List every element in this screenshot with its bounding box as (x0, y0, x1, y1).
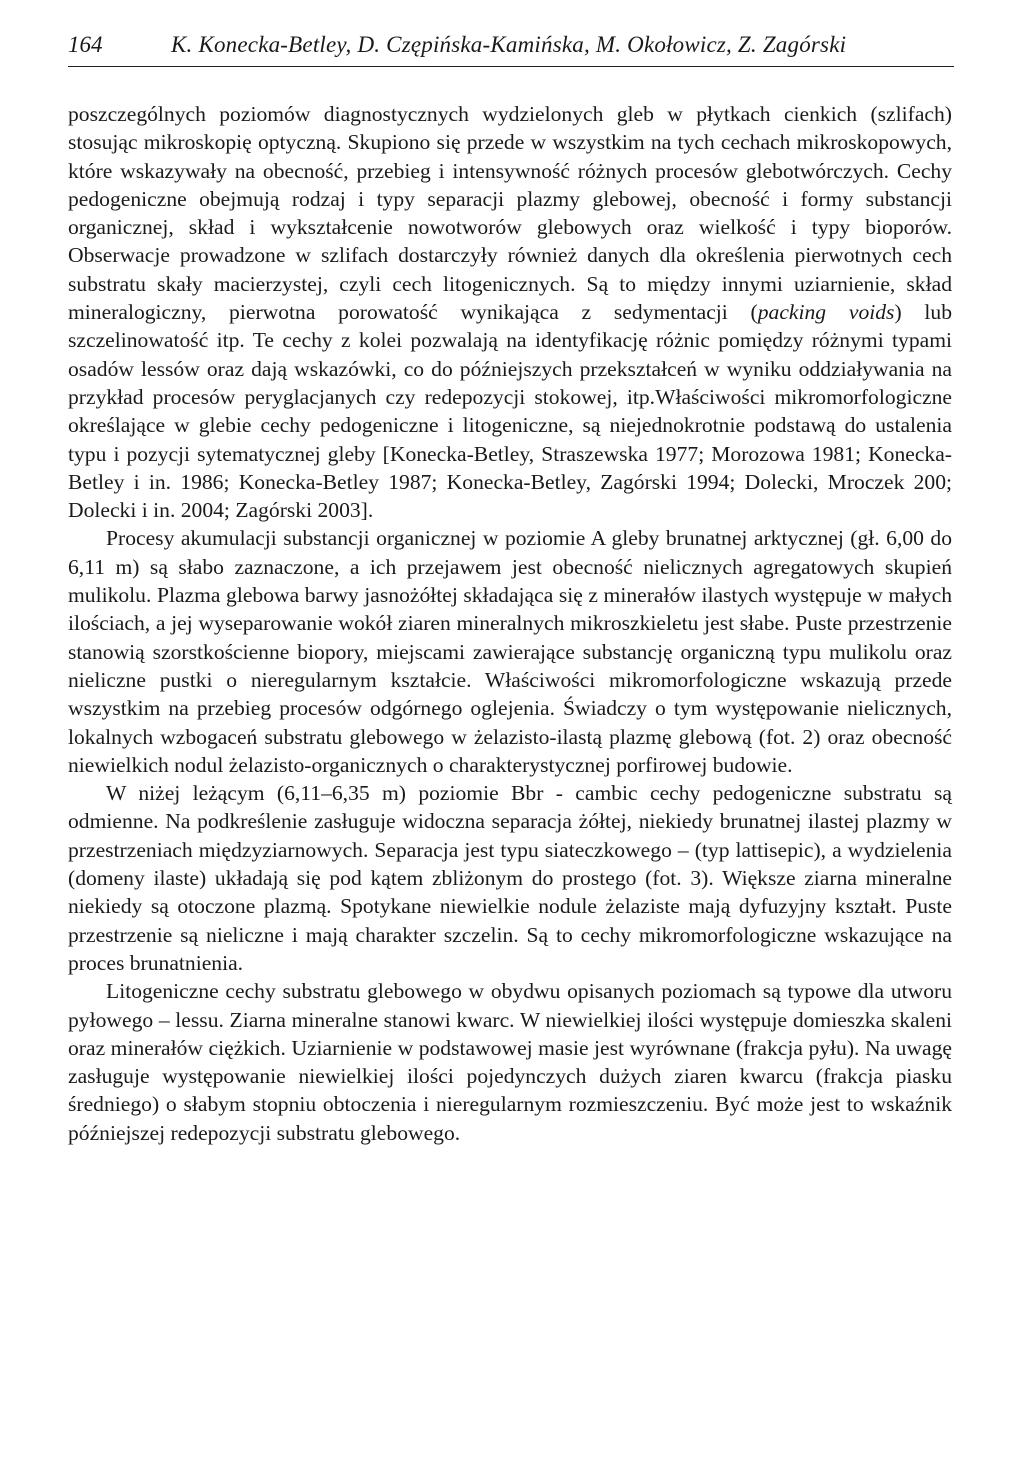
paragraph-2: Procesy akumulacji substancji organicznej w poziomie A gleby brunatnej arktycznej (gł. 6,00 do 6,11 m) są słabo zaznaczone, a ich przejawem jest obecność nielicznych agregatowych skupień mulikolu. Plazma glebowa barwy jasnożółtej składająca się z minerałów ilastych występuje w małych ilościach, a jej wyseparowanie wokół ziaren mineralnych mikroszkieletu jest słabe. Puste przestrzenie stanowią szorstkościenne biopory, miejscami zawierające substancję organiczną typu mulikolu oraz nieliczne pustki o nieregularnym kształcie. Właściwości mikromorfologiczne wskazują przede wszystkim na przebieg procesów odgórnego oglejenia. Świadczy o tym występowanie nielicznych, lokalnych wzbogaceń substratu glebowego w żelazisto-ilastą plazmę glebową (fot. 2) oraz obecność niewielkich nodul żelazisto-organicznych o charakterystycznej porfirowej budowie. (68, 526, 952, 777)
paragraph-4: Litogeniczne cechy substratu glebowego w obydwu opisanych poziomach są typowe dla utworu pyłowego – lessu. Ziarna mineralne stanowi kwarc. W niewielkiej ilości występuje domieszka skaleni oraz minerałów ciężkich. Uziarnienie w podstawowej masie jest wyrównane (frakcja pyłu). Na uwagę zasługuje występowanie niewielkiej ilości pojedynczych dużych ziaren kwarcu (frakcja piasku średniego) o słabym stopniu obtoczenia i nieregularnym rozmieszczeniu. Być może jest to wskaźnik późniejszej redepozycji substratu glebowego. (68, 979, 952, 1145)
running-head-authors: K. Konecka-Betley, D. Czępińska-Kamińska, M. Okołowicz, Z. Zagórski (171, 32, 847, 57)
article-body (68, 100, 952, 1147)
paragraph-1-text-b: ) lub szczelinowatość itp. Te cechy z kolei pozwalają na identyfikację różnic pomiędzy różnymi typami osadów lessów oraz dają wskazówki, co do późniejszych przekształceń w wyniku oddziaływania na przykład procesów peryglacjanych czy redepozycji stokowej, itp.Właściwości mikromorfologiczne określające w glebie cechy pedogeniczne i litogeniczne, są niejednokrotnie podstawą do ustalenia typu i pozycji sytematycznej gleby [Konecka-Betley, Straszewska 1977; Morozowa 1981; Konecka-Betley i in. 1986; Konecka-Betley 1987; Konecka-Betley, Zagórski 1994; Dolecki, Mroczek 200; Dolecki i in. 2004; Zagórski 2003]. (68, 300, 952, 523)
paragraph-3: W niżej leżącym (6,11–6,35 m) poziomie Bbr - cambic cechy pedogeniczne substratu są odmienne. Na podkreślenie zasługuje widoczna separacja żółtej, niekiedy brunatnej ilastej plazmy w przestrzeniach międzyziarnowych. Separacja jest typu siateczkowego – (typ lattisepic), a wydzielenia (domeny ilaste) układają się pod kątem zbliżonym do prostego (fot. 3). Większe ziarna mineralne niekiedy są otoczone plazmą. Spotykane niewielkie nodule żelaziste mają dyfuzyjny kształt. Puste przestrzenie są nieliczne i mają charakter szczelin. Są to cechy mikromorfologiczne wskazujące na proces brunatnienia. (68, 781, 952, 975)
page-number: 164 (68, 32, 103, 57)
paragraph-1 (68, 100, 952, 524)
paragraph-1-text-a: poszczególnych poziomów diagnostycznych wydzielonych gleb w płytkach cienkich (szlifach) stosując mikroskopię optyczną. Skupiono się przede w wszystkim na tych cechach mikroskopowych, które wskazywały na obecność, przebieg i intensywność różnych procesów glebotwórczych. Cechy pedogeniczne obejmują rodzaj i typy separacji plazmy glebowej, obecność i formy substancji organicznej, skład i wykształcenie nowotworów glebowych oraz wielkość i typy bioporów. Obserwacje prowadzone w szlifach dostarczyły również danych dla określenia pierwotnych cech substratu skały macierzystej, czyli cech litogenicznych. Są to między innymi uziarnienie, skład mineralogiczny, pierwotna porowatość wynikająca z sedymentacji ( (68, 102, 952, 325)
running-header (68, 22, 954, 67)
paragraph-1-italic-term: packing voids (757, 300, 895, 325)
